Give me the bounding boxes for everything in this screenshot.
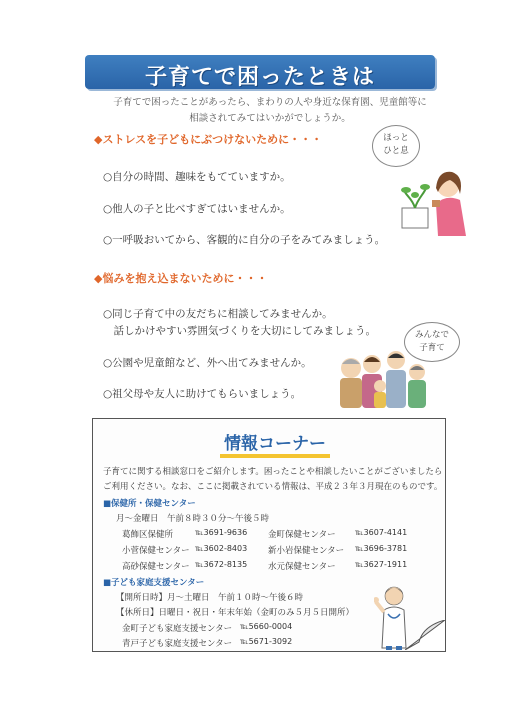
intro-line-1: 子育てで困ったことがあったら、まわりの人や身近な保育園、児童館等に [113, 97, 427, 108]
family-center-name-2: 青戸子ども家庭支援センター [122, 639, 233, 649]
intro-text [100, 95, 440, 127]
family-heading: ■子ども家庭支援センター [103, 578, 205, 588]
section1-item-3: ○一呼吸おいてから、客観的に自分の子をみてみましょう。 [103, 234, 386, 246]
center-tel-4: ℡3696-3781 [355, 544, 408, 553]
health-heading: ■保健所・保健センター [103, 499, 196, 509]
section2-item-1: ○同じ子育て中の友だちに相談してみませんか。 [103, 308, 333, 320]
bubble-relax-line-2: ひと息 [383, 146, 409, 156]
info-lead-1: 子育てに関する相談窓口をご紹介します。困ったことや相談したいことがございましたら [103, 467, 443, 477]
bubble-relax-line-1: ほっと [383, 133, 409, 143]
health-hours: 月～金曜日 午前８時３０分～午後５時 [116, 514, 270, 524]
page-title: 子育てで困ったときは [144, 65, 375, 90]
bubble-together-line-1: みんなで [414, 330, 449, 340]
title-banner [85, 55, 435, 89]
family-center-tel-1: ℡5660-0004 [240, 622, 293, 631]
center-name-1: 葛飾区保健所 [122, 530, 174, 540]
center-tel-2: ℡3607-4141 [355, 528, 408, 537]
section1-heading: ◆ストレスを子どもにぶつけないために・・・ [94, 133, 323, 146]
info-lead-2: ご利用ください。なお、ここに掲載されている情報は、平成２３年３月現在のものです。 [103, 482, 443, 492]
family-illustration [338, 348, 430, 410]
center-tel-6: ℡3627-1911 [355, 560, 408, 569]
center-name-2: 金町保健センター [268, 530, 336, 540]
center-tel-5: ℡3672-8135 [195, 560, 248, 569]
intro-line-2: 相談されてみてはいかがでしょうか。 [189, 113, 351, 124]
family-closed-days: 【休所日】日曜日・祝日・年末年始（金町のみ５月５日開所） [116, 608, 355, 618]
center-name-6: 水元保健センター [268, 562, 336, 572]
woman-tea-illustration [398, 160, 470, 238]
section1-item-2: ○他人の子と比べすぎてはいませんか。 [103, 203, 291, 215]
center-name-3: 小菅保健センター [122, 546, 190, 556]
family-open-days: 【開所日時】月～土曜日 午前１０時～午後６時 [116, 593, 304, 603]
center-name-4: 新小岩保健センター [268, 546, 345, 556]
family-center-name-1: 金町子ども家庭支援センター [122, 624, 233, 634]
family-center-tel-2: ℡5671-3092 [240, 637, 293, 646]
bubble-together-line-2: 子育て [419, 343, 445, 353]
section2-heading: ◆悩みを抱え込まないために・・・ [94, 272, 268, 285]
section2-item-4: ○祖父母や友人に助けてもらいましょう。 [103, 388, 302, 400]
center-name-5: 高砂保健センター [122, 562, 190, 572]
plant-pot-icon [402, 208, 428, 228]
section2-item-3: ○公園や児童館など、外へ出てみませんか。 [103, 357, 312, 369]
section2-item-2: 話しかけやすい雰囲気づくりを大切にしてみましょう。 [103, 325, 376, 337]
center-tel-1: ℡3691-9636 [195, 528, 248, 537]
info-title: 情報コーナー [220, 434, 330, 458]
section1-item-1: ○自分の時間、趣味をもてていますか。 [103, 171, 291, 183]
nurse-illustration [374, 578, 414, 652]
center-tel-3: ℡3602-8403 [195, 544, 248, 553]
